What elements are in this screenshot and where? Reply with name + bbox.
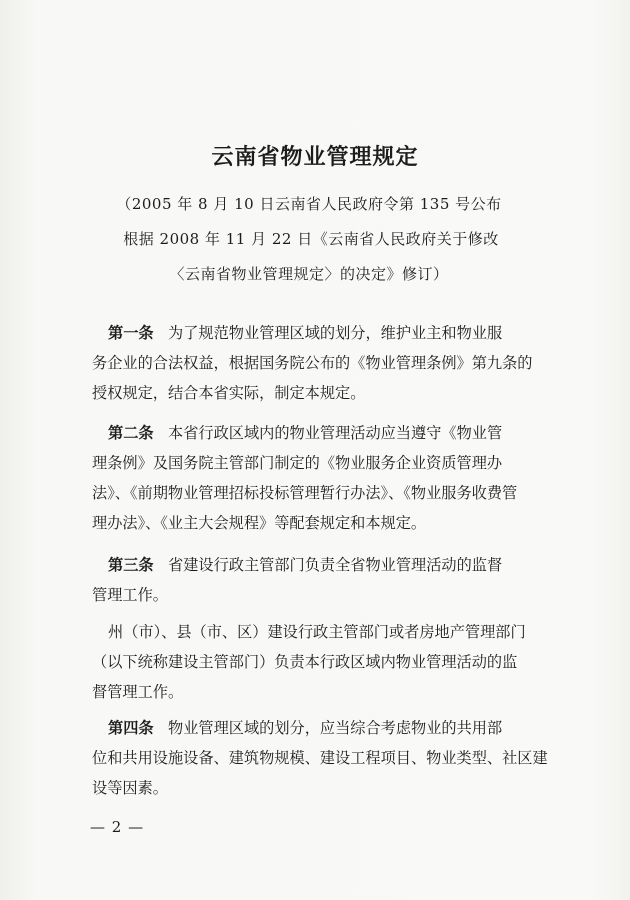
article-3b-line-2: （以下统称建设主管部门）负责本行政区域内物业管理活动的监: [92, 653, 518, 671]
article-2-text-1: 本省行政区域内的物业管理活动应当遵守《物业管: [168, 424, 503, 442]
article-4-line-1: [92, 713, 562, 743]
article-4-line-2: 位和共用设施设备、建筑物规模、建设工程项目、物业类型、社区建: [92, 749, 548, 767]
article-1-line-3: 授权规定，结合本省实际，制定本规定。: [92, 384, 366, 402]
article-1-text-1: 为了规范物业管理区域的划分，维护业主和物业服: [168, 324, 503, 342]
article-2-line-3: 法》、《前期物业管理招标投标管理暂行办法》、《物业服务收费管: [92, 484, 518, 502]
subtitle-line-2: 根据 2008 年 11 月 22 日《云南省人民政府关于修改: [123, 230, 499, 248]
article-4-text-1: 物业管理区域的划分，应当综合考虑物业的共用部: [168, 719, 503, 737]
article-3-paragraph-2: [92, 617, 562, 707]
subtitle-line-3: 〈云南省物业管理规定〉的决定》修订）: [169, 265, 449, 283]
article-3: [92, 550, 562, 610]
article-2-line-4: 理办法》、《业主大会规程》等配套规定和本规定。: [92, 514, 427, 532]
article-1-heading: 第一条: [108, 324, 154, 342]
article-4-heading: 第四条: [108, 719, 154, 737]
article-3-text-1: 省建设行政主管部门负责全省物业管理活动的监督: [168, 556, 503, 574]
article-3-line-2: 管理工作。: [92, 586, 168, 604]
page-number: — 2 —: [90, 818, 145, 836]
document-title: 云南省物业管理规定: [211, 144, 419, 170]
article-4: [92, 713, 562, 803]
article-4-line-3: 设等因素。: [92, 779, 168, 797]
article-1-line-2: 务企业的合法权益，根据国务院公布的《物业管理条例》第九条的: [92, 354, 533, 372]
article-3b-line-3: 督管理工作。: [92, 683, 184, 701]
article-2-line-2: 理条例》及国务院主管部门制定的《物业服务企业资质管理办: [92, 454, 503, 472]
article-2-heading: 第二条: [108, 424, 154, 442]
subtitle-line-1: （2005 年 8 月 10 日云南省人民政府令第 135 号公布: [116, 195, 502, 213]
article-2-line-1: [92, 418, 562, 448]
article-1: [92, 318, 562, 408]
article-3b-line-1: 州（市）、县（市、区）建设行政主管部门或者房地产管理部门: [108, 623, 526, 641]
article-3-line-1: [92, 550, 562, 580]
article-1-line-1: [92, 318, 562, 348]
article-3-heading: 第三条: [108, 556, 154, 574]
article-2: [92, 418, 562, 538]
